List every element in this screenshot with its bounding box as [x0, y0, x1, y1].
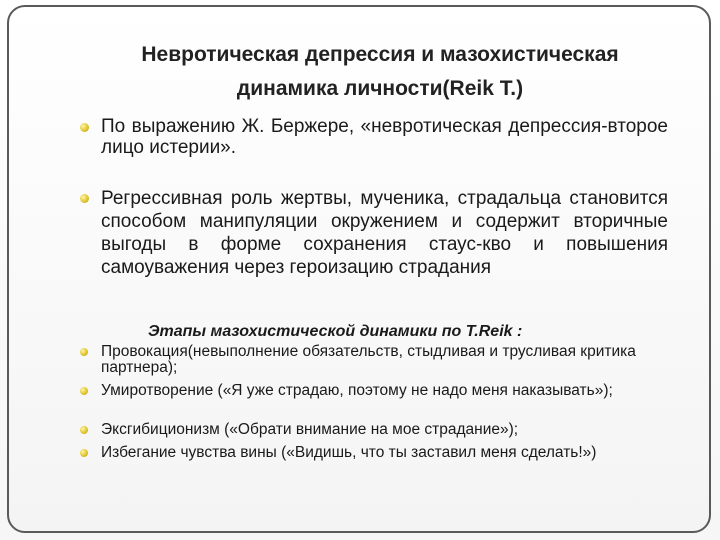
bullet-dot-icon	[80, 348, 88, 356]
bullet-berjere-quote: По выражению Ж. Бержере, «невротическая депрессия-второе лицо истерии».	[101, 116, 668, 158]
title-line-2: динамика личности(Reik T.)	[236, 77, 524, 100]
bullet-dot-icon	[80, 387, 88, 395]
bullet-dot-icon	[80, 449, 88, 457]
stage-item-appeasement: Умиротворение («Я уже страдаю, поэтому не надо меня наказывать»);	[101, 382, 613, 399]
stage-item-provocation: Провокация(невыполнение обязательств, стыдливая и трусливая критика партнера);	[101, 343, 636, 376]
stage-item-exhibitionism: Эксгибиционизм («Обрати внимание на мое страдание»);	[101, 421, 519, 438]
slide-title	[60, 38, 700, 106]
bullet-dot-icon	[80, 194, 89, 203]
bullet-dot-icon	[80, 123, 89, 132]
bullet-dot-icon	[80, 426, 88, 434]
bullet-victim-role: Регрессивная роль жертвы, мученика, страдальца становится способом манипуляции окружением и содержит вторичные выгоды в форме сохранения стаус-кво и повышения самоуважения через героизацию страдания	[101, 188, 668, 278]
title-line-1: Невротическая депрессия и мазохистическая	[141, 43, 619, 66]
stages-heading: Этапы мазохистической динамики по T.Reik :	[148, 323, 523, 340]
stage-item-guilt-avoidance: Избегание чувства вины («Видишь, что ты заставил меня сделать!»)	[101, 444, 597, 461]
